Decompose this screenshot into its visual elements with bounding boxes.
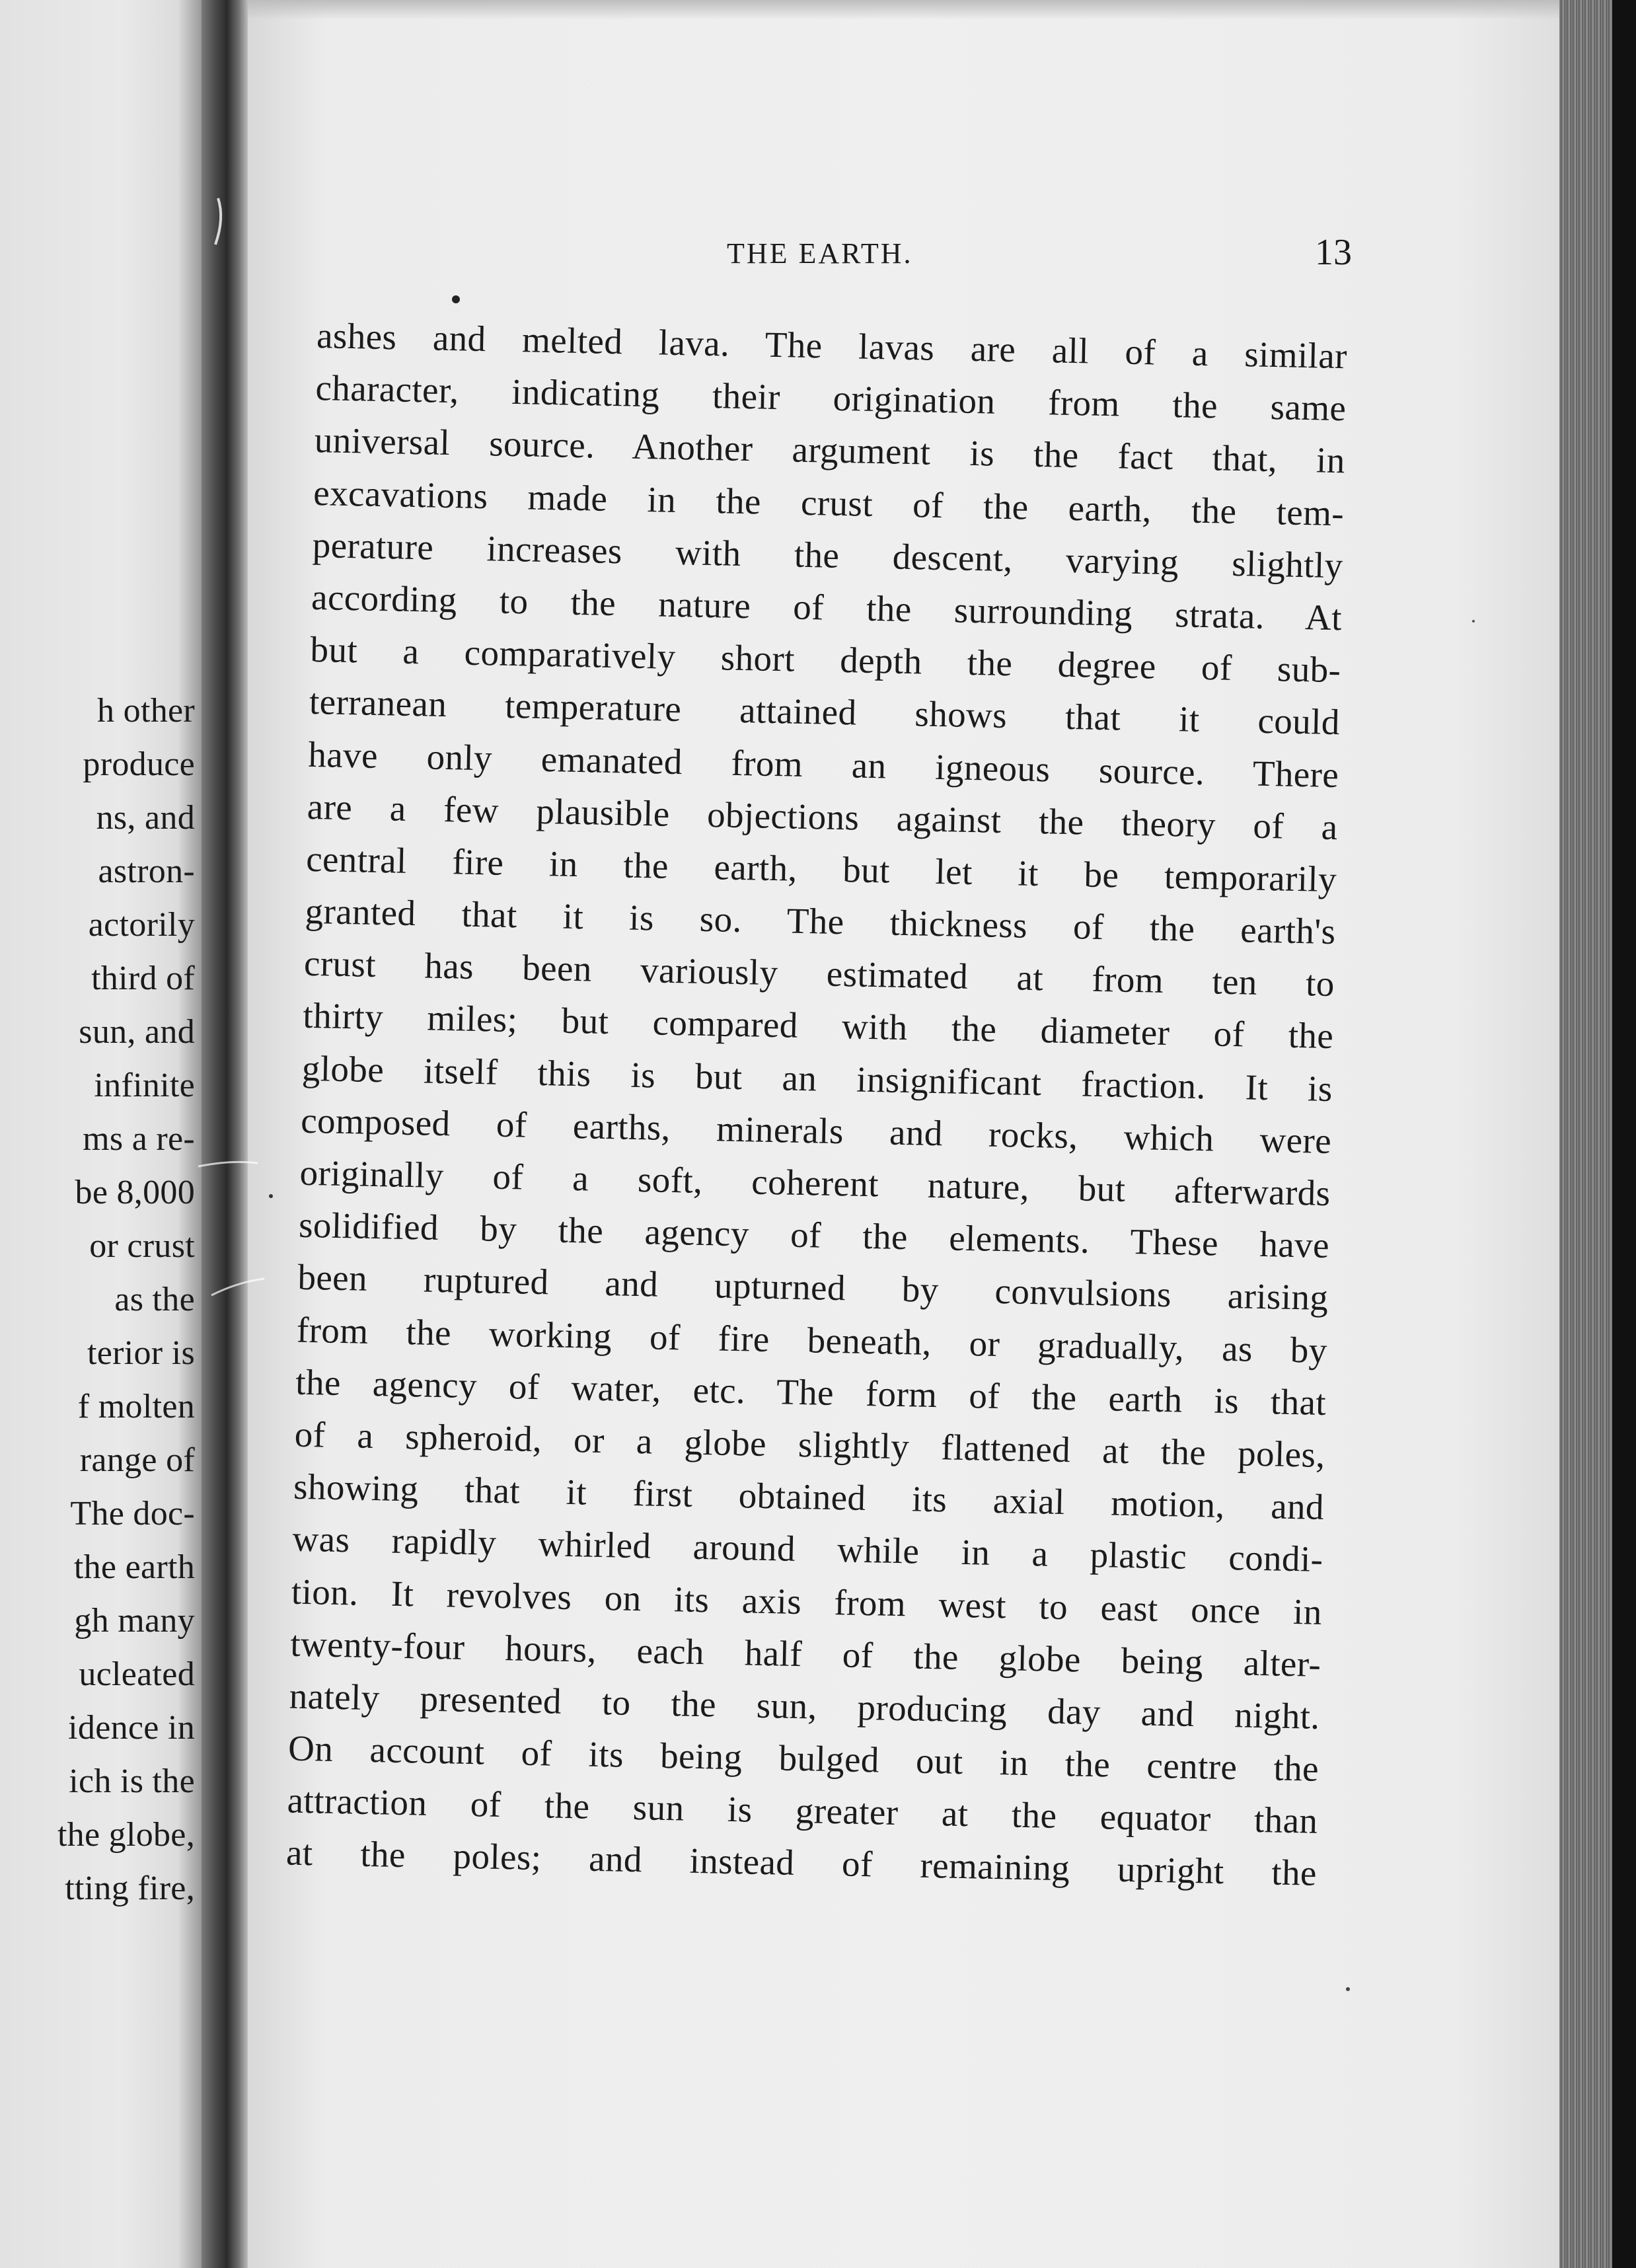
body-line: universal source. Another argument is the fact that, in [314, 420, 1346, 481]
body-line: of a spheroid, or a globe slightly flattened at the poles, [294, 1414, 1326, 1475]
page-number: 13 [1315, 232, 1352, 273]
right-page [248, 0, 1559, 2268]
body-line: granted that it is so. The thickness of the earth's [305, 890, 1337, 952]
left-page-line: produce [83, 745, 195, 783]
left-page-line: actorily [88, 906, 195, 944]
body-line: crust has been variously estimated at from ten to [303, 943, 1335, 1004]
left-page-text [57, 684, 195, 1915]
left-page-line: range of [79, 1441, 195, 1479]
left-page-line: astron- [98, 852, 195, 890]
body-line: On account of its being bulged out in the centre the [287, 1727, 1320, 1789]
body-line: have only emanated from an igneous source. There [307, 734, 1339, 795]
page-header [248, 231, 1559, 278]
body-line: tion. It revolves on its axis from west to east once in [291, 1571, 1323, 1632]
body-line: are a few plausible objections against the theory of a [307, 786, 1339, 847]
body-line: central fire in the earth, but let it be temporarily [305, 838, 1337, 900]
left-page-line: sun, and [79, 1013, 195, 1051]
left-page-line: or crust [89, 1227, 195, 1265]
page-top-shadow [248, 0, 1559, 20]
body-line: composed of earths, minerals and rocks, which were [300, 1100, 1332, 1161]
body-line: was rapidly whirled around while in a plastic condi- [292, 1518, 1323, 1580]
left-page-line: as the [114, 1281, 195, 1318]
running-head: THE EARTH. [727, 237, 913, 270]
body-line: twenty-four hours, each half of the globe being alter- [289, 1623, 1321, 1684]
left-page [0, 0, 202, 2268]
body-line: thirty miles; but compared with the diameter of the [302, 995, 1334, 1057]
body-line: but a comparatively short depth the degree of sub- [310, 629, 1341, 691]
body-line: from the working of fire beneath, or gradually, as by [296, 1309, 1328, 1371]
body-line: at the poles; and instead of remaining upright the [285, 1832, 1318, 1894]
left-page-line: third of [91, 960, 195, 997]
scan-border [1612, 0, 1636, 2268]
left-page-line: terior is [87, 1334, 195, 1372]
left-page-line: ucleated [79, 1655, 195, 1693]
left-page-line: ns, and [96, 799, 195, 837]
left-page-line: idence in [68, 1709, 195, 1747]
body-line: showing that it first obtained its axial motion, and [293, 1466, 1325, 1528]
body-text [285, 309, 1347, 1899]
body-line: globe itself this is but an insignificant fraction. It is [301, 1047, 1333, 1109]
body-line: excavations made in the crust of the earth, the tem- [313, 472, 1345, 533]
left-page-line: ich is the [69, 1762, 195, 1800]
book-gutter [202, 0, 248, 2268]
body-line: ashes and melted lava. The lavas are all of a similar [316, 315, 1348, 377]
body-line: originally of a soft, coherent nature, but afterwards [299, 1152, 1331, 1214]
body-line: solidified by the agency of the elements. These have [298, 1204, 1330, 1266]
left-page-line: f molten [77, 1388, 195, 1425]
left-page-line: tting fire, [65, 1870, 195, 1907]
body-line: character, indicating their origination from the same [315, 367, 1347, 429]
left-page-line: the earth [73, 1548, 195, 1586]
body-line: attraction of the sun is greater at the equator than [287, 1780, 1319, 1842]
left-page-line: the globe, [57, 1816, 195, 1854]
body-line: perature increases with the descent, varying slightly [312, 524, 1344, 586]
body-line: been ruptured and upturned by convulsions arising [297, 1257, 1329, 1318]
left-page-line: be 8,000 [75, 1174, 195, 1211]
body-line: the agency of water, etc. The form of the earth is that [295, 1361, 1327, 1423]
left-page-line: h other [97, 692, 195, 730]
left-page-line: infinite [94, 1067, 195, 1104]
left-page-line: The doc- [70, 1495, 195, 1532]
body-line: terranean temperature attained shows that it could [309, 681, 1341, 743]
body-line: according to the nature of the surrounding strata. At [311, 576, 1343, 638]
body-line: nately presented to the sun, producing day and night. [289, 1675, 1321, 1737]
left-page-line: ms a re- [83, 1120, 195, 1158]
left-page-line: gh many [74, 1602, 195, 1640]
